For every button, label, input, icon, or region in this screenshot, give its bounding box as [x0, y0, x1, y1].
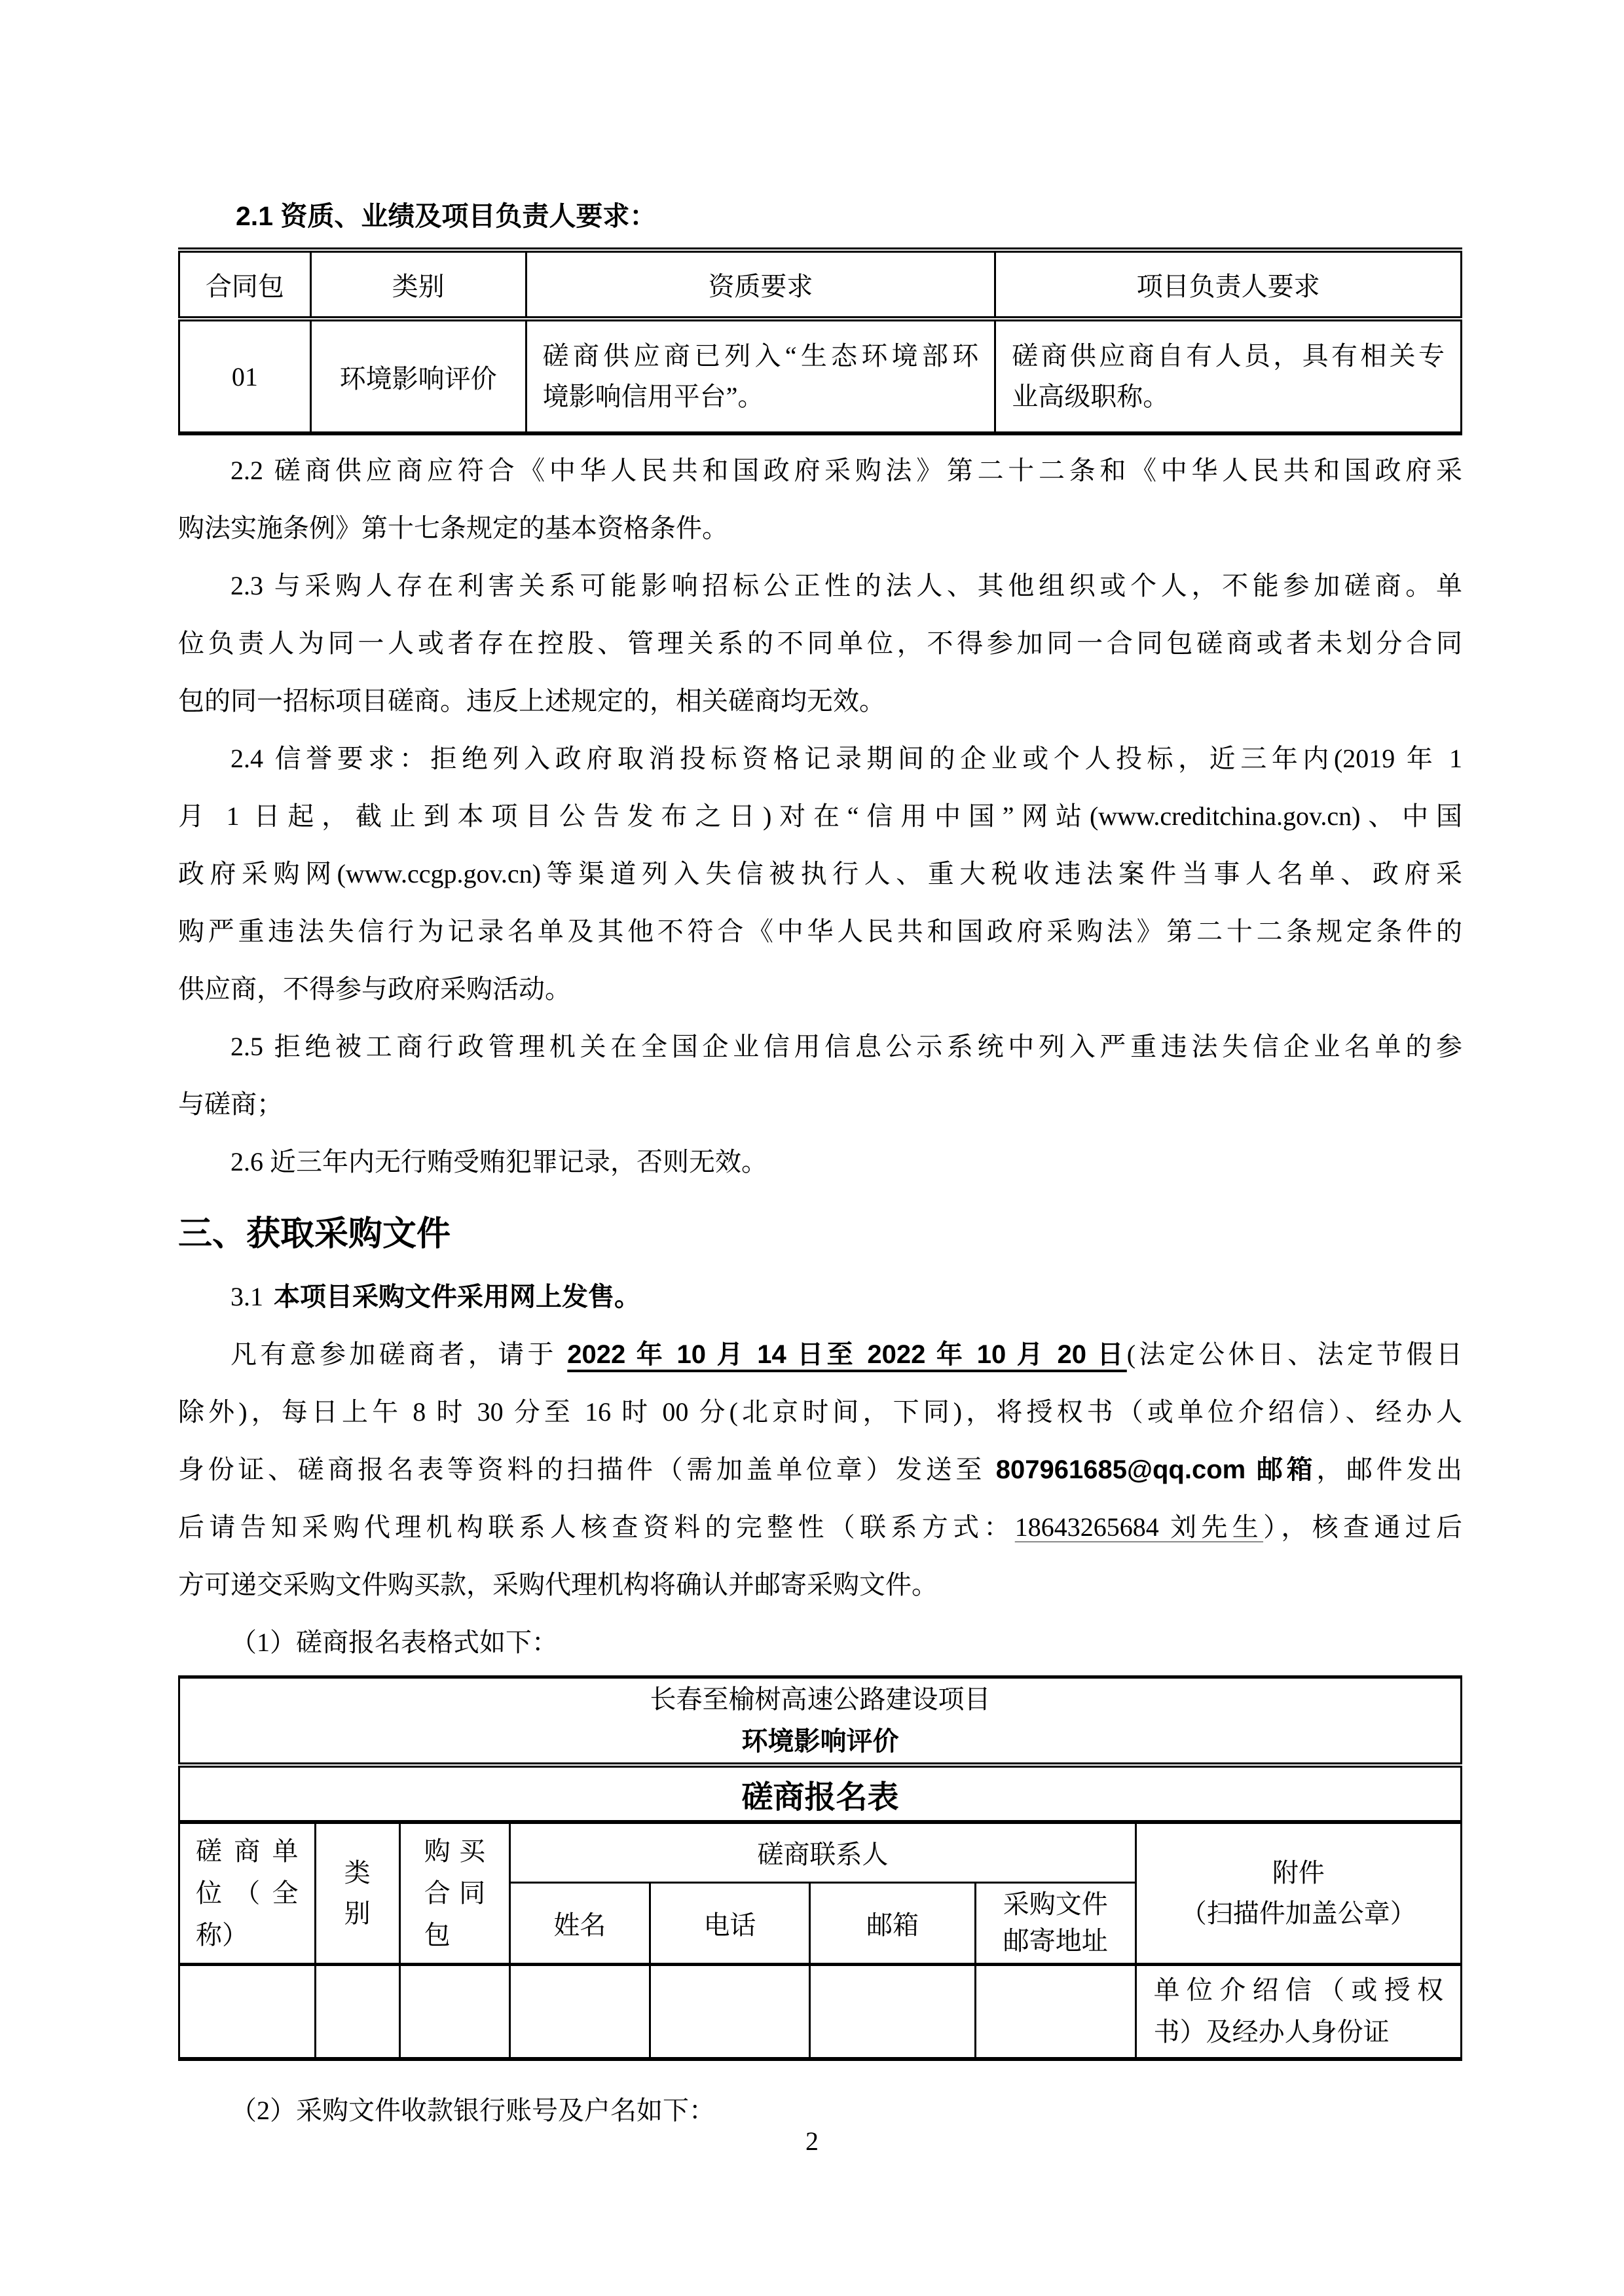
- input-cell-unit: [179, 1965, 316, 2059]
- category2-line-1: 类: [344, 1858, 371, 1887]
- qualification-table: [178, 247, 1462, 435]
- p3-line-4: [178, 1499, 1462, 1556]
- p3-line4-pre: 后请告知采购代理机构联系人核查资料的完整性（联系方式：: [178, 1512, 1015, 1542]
- purchase-package-text: [401, 1824, 509, 1963]
- list-item-2: （2）采购文件收款银行账号及户名如下：: [231, 2095, 715, 2125]
- col-header-purchase-package: [399, 1822, 509, 1965]
- p25-line-1: 2.5 拒绝被工商行政管理机关在全国企业信用信息公示系统中列入严重违法失信企业名单的参: [231, 1032, 1462, 1061]
- signup-email: 807961685@qq.com 邮箱: [995, 1455, 1317, 1484]
- p23-line-1: 2.3 与采购人存在利害关系可能影响招标公正性的法人、其他组织或个人，不能参加磋商。单: [231, 571, 1462, 600]
- p3-line-3: [178, 1441, 1462, 1499]
- input-cell-name: [510, 1965, 650, 2059]
- form-project-subtitle: 环境影响评价: [741, 1727, 899, 1756]
- cell-manager-line-2: 业高级职称。: [1012, 382, 1170, 411]
- p3-line-5: 方可递交采购文件购买款，采购代理机构将确认并邮寄采购文件。: [178, 1570, 938, 1599]
- p31-number: 3.1: [231, 1282, 263, 1311]
- col-header-package: 合同包: [179, 250, 311, 319]
- list-item-1: （1）磋商报名表格式如下：: [231, 1628, 558, 1657]
- col-header-category2: [315, 1822, 399, 1965]
- p3-line3-pre: 身份证、磋商报名表等资料的扫描件（需加盖单位章）发送至: [178, 1455, 996, 1484]
- input-cell-category: [315, 1965, 399, 2059]
- package-line-3: 包: [424, 1920, 451, 1950]
- p24-line-5: 供应商，不得参与政府采购活动。: [178, 974, 571, 1004]
- heading-section-3: 三、获取采购文件: [178, 1215, 451, 1253]
- p24-line-3: 政府采购网(www.ccgp.gov.cn)等渠道列入失信被执行人、重大税收违法案件当事人名单、政府采: [178, 859, 1462, 888]
- input-cell-address: [975, 1965, 1135, 2059]
- page-content: [178, 195, 1462, 2140]
- p3-line1-pre: 凡有意参加磋商者，请于: [231, 1339, 568, 1369]
- input-cell-package: [399, 1965, 509, 2059]
- col-header-qualification: 资质要求: [526, 250, 995, 319]
- attachment-header-line-1: 附件: [1272, 1858, 1325, 1887]
- form-project-cell: [179, 1677, 1462, 1766]
- cell-category: 环境影响评价: [310, 319, 526, 433]
- address-line-2: 邮寄地址: [1003, 1926, 1108, 1956]
- paragraph-3-1: [178, 1268, 1462, 1326]
- col-header-category: 类别: [310, 250, 526, 319]
- col-header-email: 邮箱: [810, 1882, 976, 1964]
- p3-line3-post: ，邮件发出: [1316, 1455, 1463, 1484]
- package-line-2: 合同: [424, 1878, 486, 1908]
- paragraph-3-signup: [178, 1326, 1462, 1614]
- qualification-table-data-row: [179, 319, 1462, 433]
- col-header-name: 姓名: [510, 1882, 650, 1964]
- signup-date-range: 2022 年 10 月 14 日至 2022 年 10 月 20 日: [567, 1340, 1127, 1369]
- cell-qualification-text: [527, 325, 995, 428]
- col-header-phone: 电话: [650, 1882, 810, 1964]
- cell-qualification-line-1: 磋商供应商已列入“生态环境部环: [542, 341, 979, 371]
- form-name-row: [179, 1765, 1462, 1822]
- p23-line-2: 位负责人为同一人或者存在控股、管理关系的不同单位，不得参加同一合同包磋商或者未划分合同: [178, 629, 1462, 658]
- p3-line-2: 除外)，每日上午 8 时 30 分至 16 时 00 分(北京时间，下同)，将授权书（或单位介绍信）、经办人: [178, 1397, 1462, 1427]
- p22-line-1: 2.2 磋商供应商应符合《中华人民共和国政府采购法》第二十二条和《中华人民共和国政府采: [231, 456, 1462, 485]
- attachment-note-line-2: 书）及经办人身份证: [1153, 2017, 1390, 2047]
- category2-line-2: 别: [344, 1899, 371, 1928]
- cell-manager-text: [996, 325, 1460, 428]
- col-header-unit: [179, 1822, 316, 1965]
- attachment-note-text: [1137, 1967, 1460, 2056]
- p3-line4-post: ），核查通过后: [1263, 1512, 1463, 1542]
- paragraph-2-5: [178, 1018, 1462, 1133]
- paragraph-2-2: [178, 442, 1462, 557]
- cell-package: 01: [179, 319, 311, 433]
- cell-manager: [995, 319, 1462, 433]
- contact-phone: 18643265684 刘先生: [1014, 1512, 1264, 1542]
- paragraph-2-6: 2.6 近三年内无行贿受贿犯罪记录，否则无效。: [231, 1147, 767, 1176]
- unit-line-1: 磋商单: [196, 1836, 299, 1866]
- p25-line-2: 与磋商；: [178, 1089, 283, 1119]
- input-cell-phone: [650, 1965, 810, 2059]
- cell-qualification-line-2: 境影响信用平台”。: [542, 382, 764, 411]
- unit-line-2: 位（全: [196, 1878, 299, 1908]
- qualification-table-header-row: [179, 250, 1462, 319]
- p3-line1-post: (法定公休日、法定节假日: [1126, 1339, 1463, 1369]
- form-title: 磋商报名表: [179, 1765, 1462, 1822]
- cell-qualification: [526, 319, 995, 433]
- p3-line-1: [178, 1326, 1462, 1383]
- p24-line-4: 购严重违法失信行为记录名单及其他不符合《中华人民共和国政府采购法》第二十二条规定条件的: [178, 917, 1462, 946]
- form-data-row: [179, 1965, 1462, 2059]
- attachment-header-line-2: （扫描件加盖公章）: [1180, 1899, 1416, 1928]
- p23-line-3: 包的同一招标项目磋商。违反上述规定的，相关磋商均无效。: [178, 686, 885, 716]
- form-project-title: 长春至榆树高速公路建设项目: [650, 1685, 991, 1714]
- p24-line-2: 月 1 日起，截止到本项目公告发布之日)对在“信用中国”网站(www.creditchina.gov.cn)、中国: [178, 801, 1462, 831]
- form-header-row-1: [179, 1822, 1462, 1882]
- col-header-address: [975, 1882, 1135, 1964]
- heading-2-1: 2.1 资质、业绩及项目负责人要求：: [236, 201, 657, 231]
- page-number: 2: [805, 2126, 819, 2156]
- address-line-1: 采购文件: [1003, 1889, 1108, 1920]
- p22-line-2: 购法实施条例》第十七条规定的基本资格条件。: [178, 513, 728, 543]
- signup-form-table: [178, 1675, 1462, 2061]
- col-header-attachment: [1135, 1822, 1461, 1965]
- package-line-1: 购买: [424, 1836, 486, 1866]
- col-header-unit-text: [180, 1824, 314, 1963]
- unit-line-3: 称）: [196, 1920, 248, 1950]
- col-header-manager: 项目负责人要求: [995, 250, 1462, 319]
- form-title-row: [179, 1677, 1462, 1766]
- paragraph-2-3: [178, 557, 1462, 730]
- cell-manager-line-1: 磋商供应商自有人员，具有相关专: [1012, 341, 1445, 371]
- col-group-contact: 磋商联系人: [510, 1822, 1136, 1882]
- attachment-note-line-1: 单位介绍信（或授权: [1153, 1975, 1443, 2005]
- p31-text: 本项目采购文件采用网上发售。: [274, 1283, 640, 1311]
- cell-attachment-note: [1135, 1965, 1461, 2059]
- paragraph-2-4: [178, 730, 1462, 1018]
- input-cell-email: [810, 1965, 976, 2059]
- p24-line-1: 2.4 信誉要求：拒绝列入政府取消投标资格记录期间的企业或个人投标，近三年内(2019 年 1: [231, 744, 1462, 773]
